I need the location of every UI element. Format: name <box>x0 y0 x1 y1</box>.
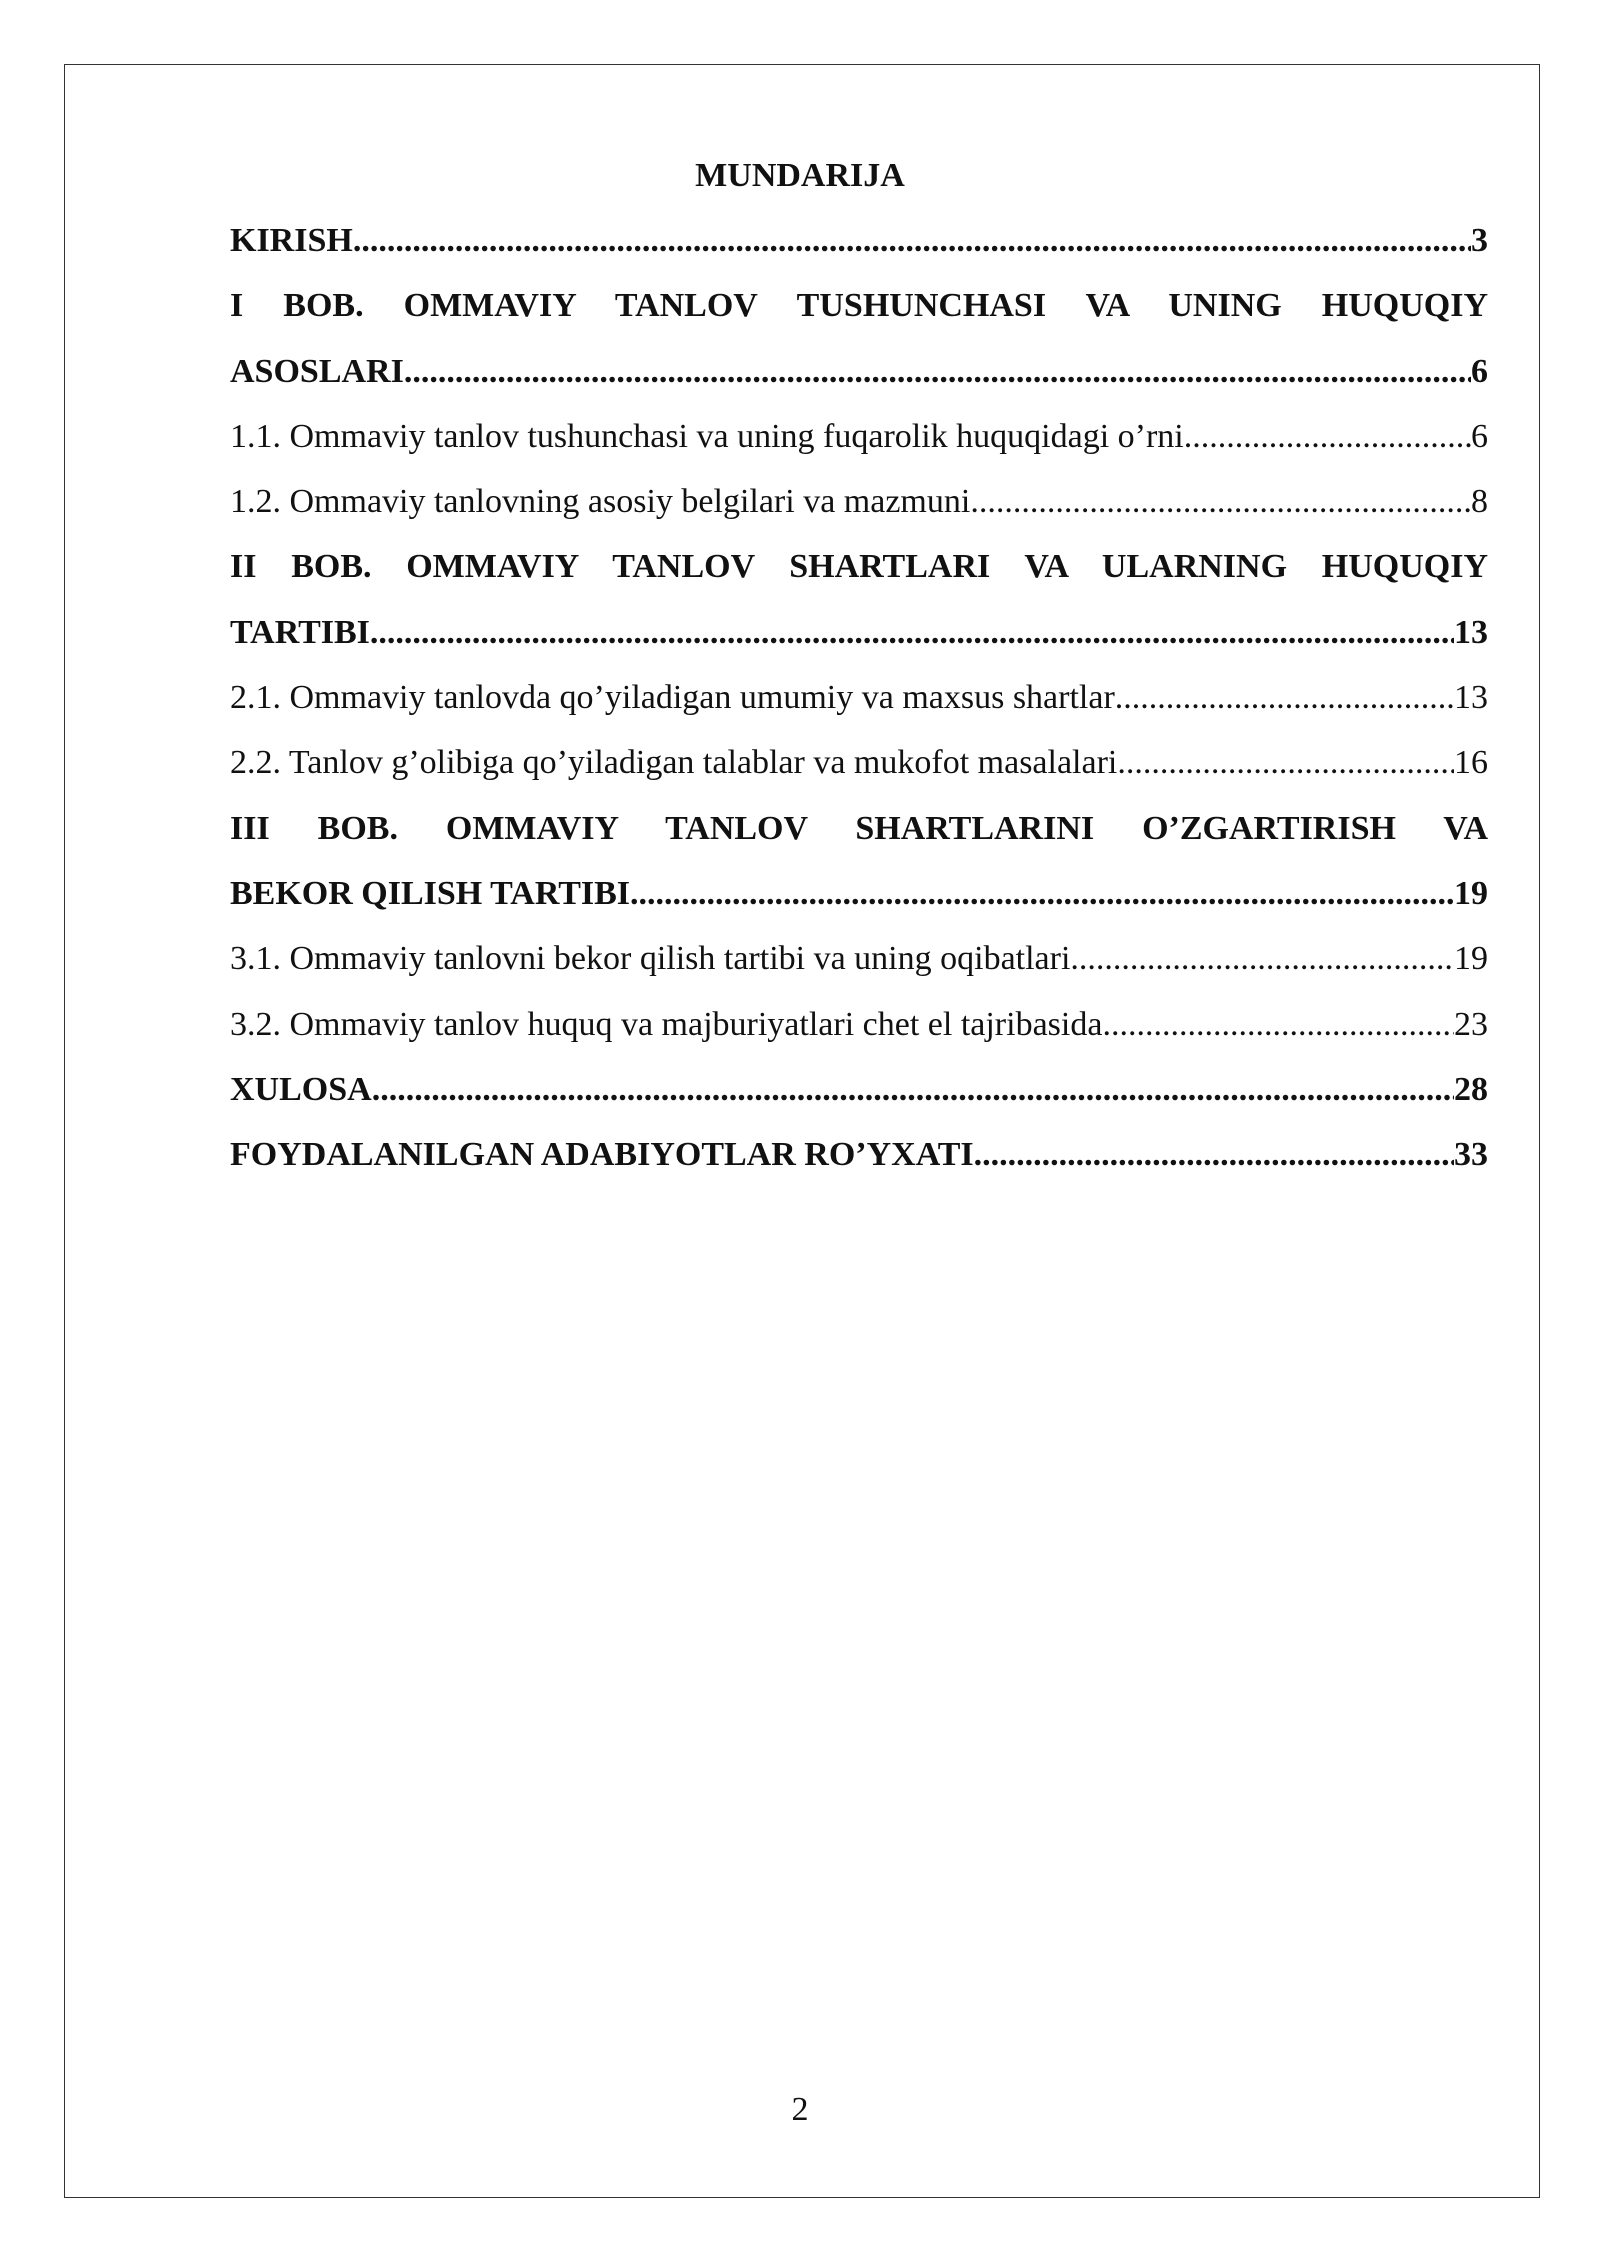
dot-leader <box>1117 730 1454 795</box>
toc-entry-label-line2: TARTIBI <box>230 613 370 651</box>
dot-leader <box>1070 926 1454 991</box>
toc-entry-label: 2.2. Tanlov g’olibiga qo’yiladigan talablar va mukofot masalalari <box>230 744 1118 782</box>
toc-entry-section-1-1[interactable] <box>230 404 1488 469</box>
dot-leader <box>404 339 1471 404</box>
toc-entry-label-line1: III BOB. OMMAVIY TANLOV SHARTLARINI O’ZGARTIRISH VA <box>230 809 1488 847</box>
toc-entry-chapter-1[interactable] <box>230 273 1488 404</box>
toc-entry-page: 23 <box>1454 1005 1488 1043</box>
toc-entry-page: 6 <box>1471 417 1488 455</box>
toc-entry-section-2-2[interactable] <box>230 730 1488 795</box>
table-of-contents <box>230 208 1488 1187</box>
dot-leader <box>372 1057 1454 1122</box>
toc-entry-xulosa[interactable] <box>230 1057 1488 1122</box>
toc-entry-label-line1: I BOB. OMMAVIY TANLOV TUSHUNCHASI VA UNING HUQUQIY <box>230 287 1488 325</box>
toc-entry-section-3-2[interactable] <box>230 992 1488 1057</box>
toc-entry-label: 2.1. Ommaviy tanlovda qo’yiladigan umumiy va maxsus shartlar <box>230 679 1115 717</box>
dot-leader <box>370 600 1454 665</box>
toc-entry-bibliography[interactable] <box>230 1122 1488 1187</box>
toc-entry-label: KIRISH <box>230 222 353 259</box>
toc-entry-section-3-1[interactable] <box>230 926 1488 991</box>
dot-leader <box>1184 404 1471 469</box>
page-number: 2 <box>791 2091 809 2128</box>
toc-entry-page: 19 <box>1454 874 1488 912</box>
toc-entry-label: 3.2. Ommaviy tanlov huquq va majburiyatlari chet el tajribasida <box>230 1005 1103 1043</box>
toc-entry-page: 28 <box>1454 1070 1488 1108</box>
toc-entry-page: 8 <box>1471 483 1488 521</box>
toc-entry-page: 16 <box>1454 744 1488 782</box>
dot-leader <box>630 861 1454 926</box>
toc-entry-page: 3 <box>1471 222 1488 259</box>
toc-entry-label: 3.1. Ommaviy tanlovni bekor qilish tartibi va uning oqibatlari <box>230 940 1071 978</box>
toc-entry-label: FOYDALANILGAN ADABIYOTLAR RO’YXATI <box>230 1136 974 1174</box>
toc-entry-page: 6 <box>1471 352 1488 390</box>
dot-leader <box>1102 992 1454 1057</box>
toc-entry-section-1-2[interactable] <box>230 469 1488 534</box>
dot-leader <box>970 469 1471 534</box>
toc-entry-section-2-1[interactable] <box>230 665 1488 730</box>
toc-entry-label: XULOSA <box>230 1070 372 1108</box>
toc-entry-chapter-2[interactable] <box>230 534 1488 665</box>
toc-entry-label-line2: BEKOR QILISH TARTIBI <box>230 874 631 912</box>
toc-entry-page: 33 <box>1454 1136 1488 1174</box>
dot-leader <box>974 1122 1454 1187</box>
dot-leader <box>353 208 1471 273</box>
toc-entry-page: 13 <box>1454 613 1488 651</box>
toc-title: MUNDARIJA <box>695 157 905 194</box>
toc-entry-label-line1: II BOB. OMMAVIY TANLOV SHARTLARI VA ULARNING HUQUQIY <box>230 548 1488 586</box>
toc-entry-chapter-3[interactable] <box>230 796 1488 927</box>
dot-leader <box>1115 665 1454 730</box>
toc-entry-label-line2: ASOSLARI <box>230 352 404 390</box>
toc-entry-label: 1.1. Ommaviy tanlov tushunchasi va uning fuqarolik huquqidagi o’rni <box>230 417 1184 455</box>
toc-entry-label: 1.2. Ommaviy tanlovning asosiy belgilari va mazmuni <box>230 483 971 521</box>
toc-entry-kirish[interactable] <box>230 208 1488 273</box>
toc-entry-page: 13 <box>1454 679 1488 717</box>
toc-entry-page: 19 <box>1454 940 1488 978</box>
